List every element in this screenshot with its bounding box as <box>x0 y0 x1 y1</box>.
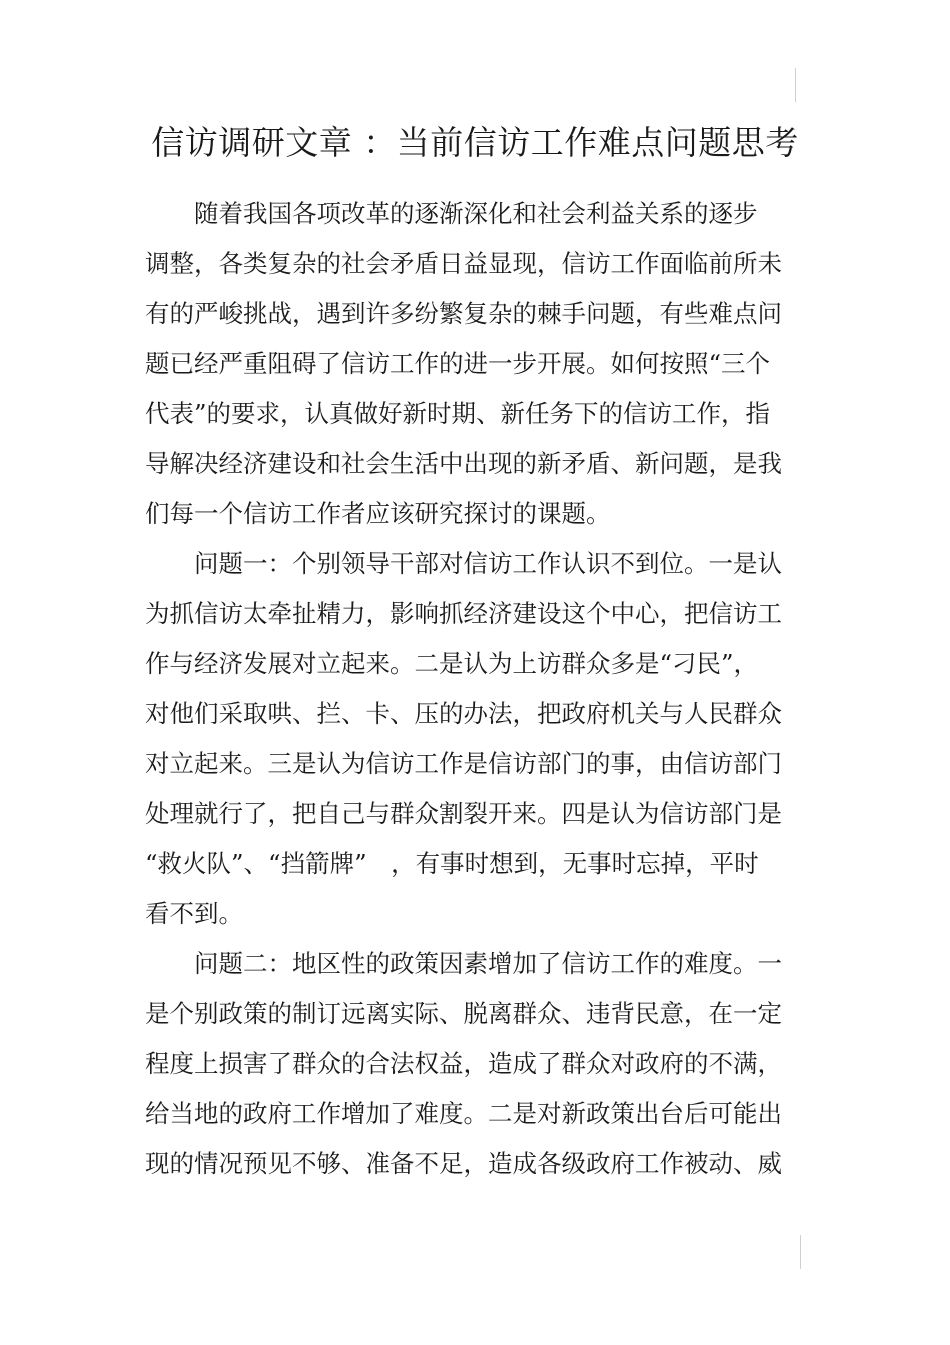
paragraph <box>145 946 785 1196</box>
text-line: 题已经严重阻碍了信访工作的进一步开展。如何按照“三个 <box>145 349 771 378</box>
text-line: 问题二：地区性的政策因素增加了信访工作的难度。一 <box>194 949 782 978</box>
text-line: 随着我国各项改革的逐渐深化和社会利益关系的逐步 <box>194 199 758 228</box>
document-body <box>145 196 785 1196</box>
text-line: 为抓信访太牵扯精力，影响抓经济建设这个中心，把信访工 <box>145 599 782 628</box>
text-line: 看不到。 <box>145 899 243 928</box>
text-line: 调整，各类复杂的社会矛盾日益显现，信访工作面临前所未 <box>145 249 782 278</box>
text-line: 处理就行了，把自己与群众割裂开来。四是认为信访部门是 <box>145 799 782 828</box>
text-line: 们每一个信访工作者应该研究探讨的课题。 <box>145 499 611 528</box>
text-line: 代表”的要求，认真做好新时期、新任务下的信访工作，指 <box>145 399 771 428</box>
text-line: 给当地的政府工作增加了难度。二是对新政策出台后可能出 <box>145 1099 782 1128</box>
page-edge-mark <box>795 68 796 102</box>
text-line: 现的情况预见不够、准备不足，造成各级政府工作被动、威 <box>145 1149 782 1178</box>
document-title: 信访调研文章 ：当前信访工作难点问题思考 <box>151 123 799 162</box>
paragraph <box>145 196 785 546</box>
text-line: 作与经济发展对立起来。二是认为上访群众多是“刁民”， <box>145 649 759 678</box>
text-line: 有的严峻挑战，遇到许多纷繁复杂的棘手问题，有些难点问 <box>145 299 782 328</box>
text-line: “救火队”、“挡箭牌” ，有事时想到，无事时忘掉，平时 <box>145 849 759 878</box>
text-line: 是个别政策的制订远离实际、脱离群众、违背民意，在一定 <box>145 999 782 1028</box>
text-line: 对他们采取哄、拦、卡、压的办法，把政府机关与人民群众 <box>145 699 782 728</box>
text-line: 程度上损害了群众的合法权益，造成了群众对政府的不满， <box>145 1049 782 1078</box>
text-line: 问题一：个别领导干部对信访工作认识不到位。一是认 <box>194 549 782 578</box>
text-line: 导解决经济建设和社会生活中出现的新矛盾、新问题，是我 <box>145 449 782 478</box>
text-line: 对立起来。三是认为信访工作是信访部门的事，由信访部门 <box>145 749 782 778</box>
paragraph <box>145 546 785 946</box>
page-edge-mark <box>800 1235 801 1269</box>
